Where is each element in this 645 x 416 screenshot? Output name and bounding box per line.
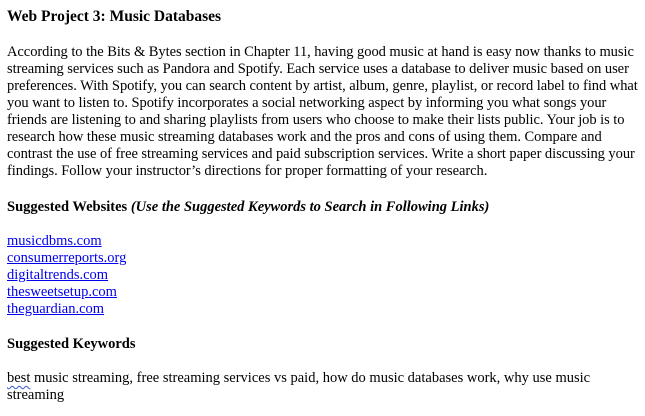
link-musicdbms[interactable]: musicdbms.com xyxy=(7,233,102,249)
link-digitaltrends[interactable]: digitaltrends.com xyxy=(7,267,109,283)
website-link-item xyxy=(7,284,638,301)
keywords-text xyxy=(7,370,638,404)
website-links xyxy=(7,233,638,318)
website-link-item xyxy=(7,301,638,318)
document-title: Web Project 3: Music Databases xyxy=(7,8,222,25)
website-link-item xyxy=(7,267,638,284)
body-paragraph: According to the Bits & Bytes section in Chapter 11, having good music at hand is easy now thanks to music streaming services such as Pandora and Spotify. Each service uses a database to deliver music based on user preferences. With Spotify, you can search content by artist, album, genre, playlist, or record label to find what you want to listen to. Spotify incorporates a social networking aspect by informing you what songs your friends are listening to and sharing playlists from users who choose to make their lists public. Your job is to research how these music streaming databases work and the pros and cons of using them. Compare and contrast the use of free streaming services and paid subscription services. Write a short paper discussing your findings. Follow your instructor’s directions for proper formatting of your research. xyxy=(7,44,638,179)
website-link-item xyxy=(7,250,638,267)
link-theguardian[interactable]: theguardian.com xyxy=(7,301,105,317)
spellcheck-word: best xyxy=(7,370,31,386)
keywords-heading: Suggested Keywords xyxy=(7,336,136,352)
websites-heading-note: (Use the Suggested Keywords to Search in Following Links) xyxy=(130,199,490,215)
websites-heading xyxy=(7,199,638,216)
keywords-rest: music streaming, free streaming services vs paid, how do music databases work, why use music streaming xyxy=(7,370,591,403)
website-link-item xyxy=(7,233,638,250)
link-thesweetsetup[interactable]: thesweetsetup.com xyxy=(7,284,117,300)
websites-heading-label: Suggested Websites xyxy=(7,199,128,215)
link-consumerreports[interactable]: consumerreports.org xyxy=(7,250,127,266)
